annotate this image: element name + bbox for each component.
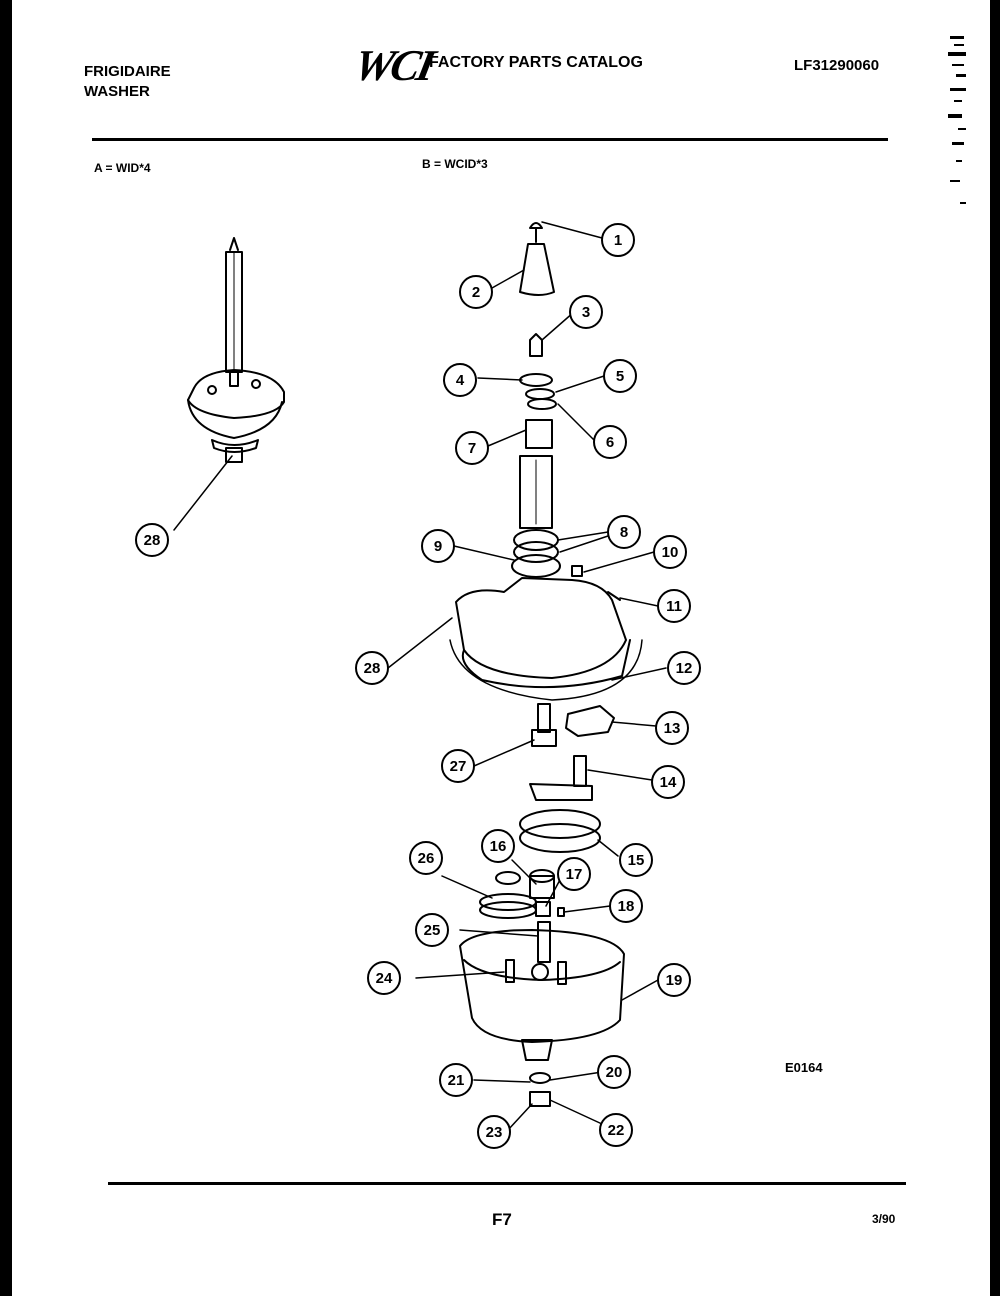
- svg-text:13: 13: [663, 720, 681, 737]
- product-type: WASHER: [84, 83, 150, 100]
- svg-text:8: 8: [619, 524, 629, 541]
- svg-text:22: 22: [607, 1122, 625, 1139]
- callout-2: [460, 276, 492, 308]
- svg-text:25: 25: [423, 922, 441, 939]
- callout-27: [442, 750, 474, 782]
- callout-28-right: [356, 652, 388, 684]
- svg-text:21: 21: [447, 1072, 465, 1089]
- callout-17: [558, 858, 590, 890]
- svg-text:12: 12: [675, 660, 693, 677]
- callout-28-left: [136, 524, 168, 556]
- callout-21: [440, 1064, 472, 1096]
- callout-5: [604, 360, 636, 392]
- catalog-page: [12, 0, 990, 1296]
- part-number: LF31290060: [794, 57, 880, 74]
- variant-a-assembly: [188, 238, 284, 462]
- svg-text:15: 15: [627, 852, 645, 869]
- catalog-title: FACTORY PARTS CATALOG: [429, 54, 643, 71]
- callout-10: [654, 536, 686, 568]
- svg-text:7: 7: [467, 440, 477, 457]
- svg-text:9: 9: [433, 538, 443, 555]
- legend-b: B = WCID*3: [422, 157, 488, 171]
- callout-8: [608, 516, 640, 548]
- svg-text:10: 10: [661, 544, 679, 561]
- revision-date: 3/90: [872, 1212, 896, 1226]
- callout-20: [598, 1056, 630, 1088]
- svg-text:11: 11: [666, 598, 682, 615]
- svg-text:14: 14: [659, 774, 677, 791]
- callout-22: [600, 1114, 632, 1146]
- callout-3: [570, 296, 602, 328]
- wci-logo: WCI: [349, 41, 437, 90]
- callout-14: [652, 766, 684, 798]
- svg-text:28: 28: [143, 532, 161, 549]
- callout-1: [602, 224, 634, 256]
- svg-text:23: 23: [485, 1124, 503, 1141]
- svg-text:24: 24: [375, 970, 393, 987]
- callout-25: [416, 914, 448, 946]
- callout-26: [410, 842, 442, 874]
- svg-text:1: 1: [613, 232, 623, 249]
- callout-group: [136, 224, 700, 1148]
- svg-text:2: 2: [471, 284, 481, 301]
- svg-text:26: 26: [417, 850, 435, 867]
- leader-lines: [174, 222, 666, 1130]
- svg-text:27: 27: [449, 758, 467, 775]
- svg-text:20: 20: [605, 1064, 623, 1081]
- footer-rule: [108, 1182, 906, 1185]
- callout-6: [594, 426, 626, 458]
- callout-7: [456, 432, 488, 464]
- callout-24: [368, 962, 400, 994]
- callout-16: [482, 830, 514, 862]
- legend-a: A = WID*4: [94, 161, 151, 175]
- callout-23: [478, 1116, 510, 1148]
- page-number: F7: [492, 1210, 512, 1229]
- callout-11: [658, 590, 690, 622]
- svg-text:17: 17: [565, 866, 583, 883]
- svg-text:6: 6: [605, 434, 615, 451]
- svg-text:28: 28: [363, 660, 381, 677]
- svg-text:16: 16: [489, 838, 507, 855]
- callout-9: [422, 530, 454, 562]
- svg-text:18: 18: [617, 898, 635, 915]
- callout-19: [658, 964, 690, 996]
- svg-text:4: 4: [455, 372, 465, 389]
- callout-15: [620, 844, 652, 876]
- callout-18: [610, 890, 642, 922]
- svg-text:5: 5: [615, 368, 625, 385]
- callout-12: [668, 652, 700, 684]
- svg-text:19: 19: [665, 972, 683, 989]
- scan-noise: [948, 30, 970, 220]
- svg-text:3: 3: [581, 304, 591, 321]
- diagram-code: E0164: [785, 1060, 823, 1075]
- callout-4: [444, 364, 476, 396]
- exploded-parts-diagram: [12, 0, 990, 1296]
- callout-13: [656, 712, 688, 744]
- brand-name: FRIGIDAIRE: [84, 63, 171, 80]
